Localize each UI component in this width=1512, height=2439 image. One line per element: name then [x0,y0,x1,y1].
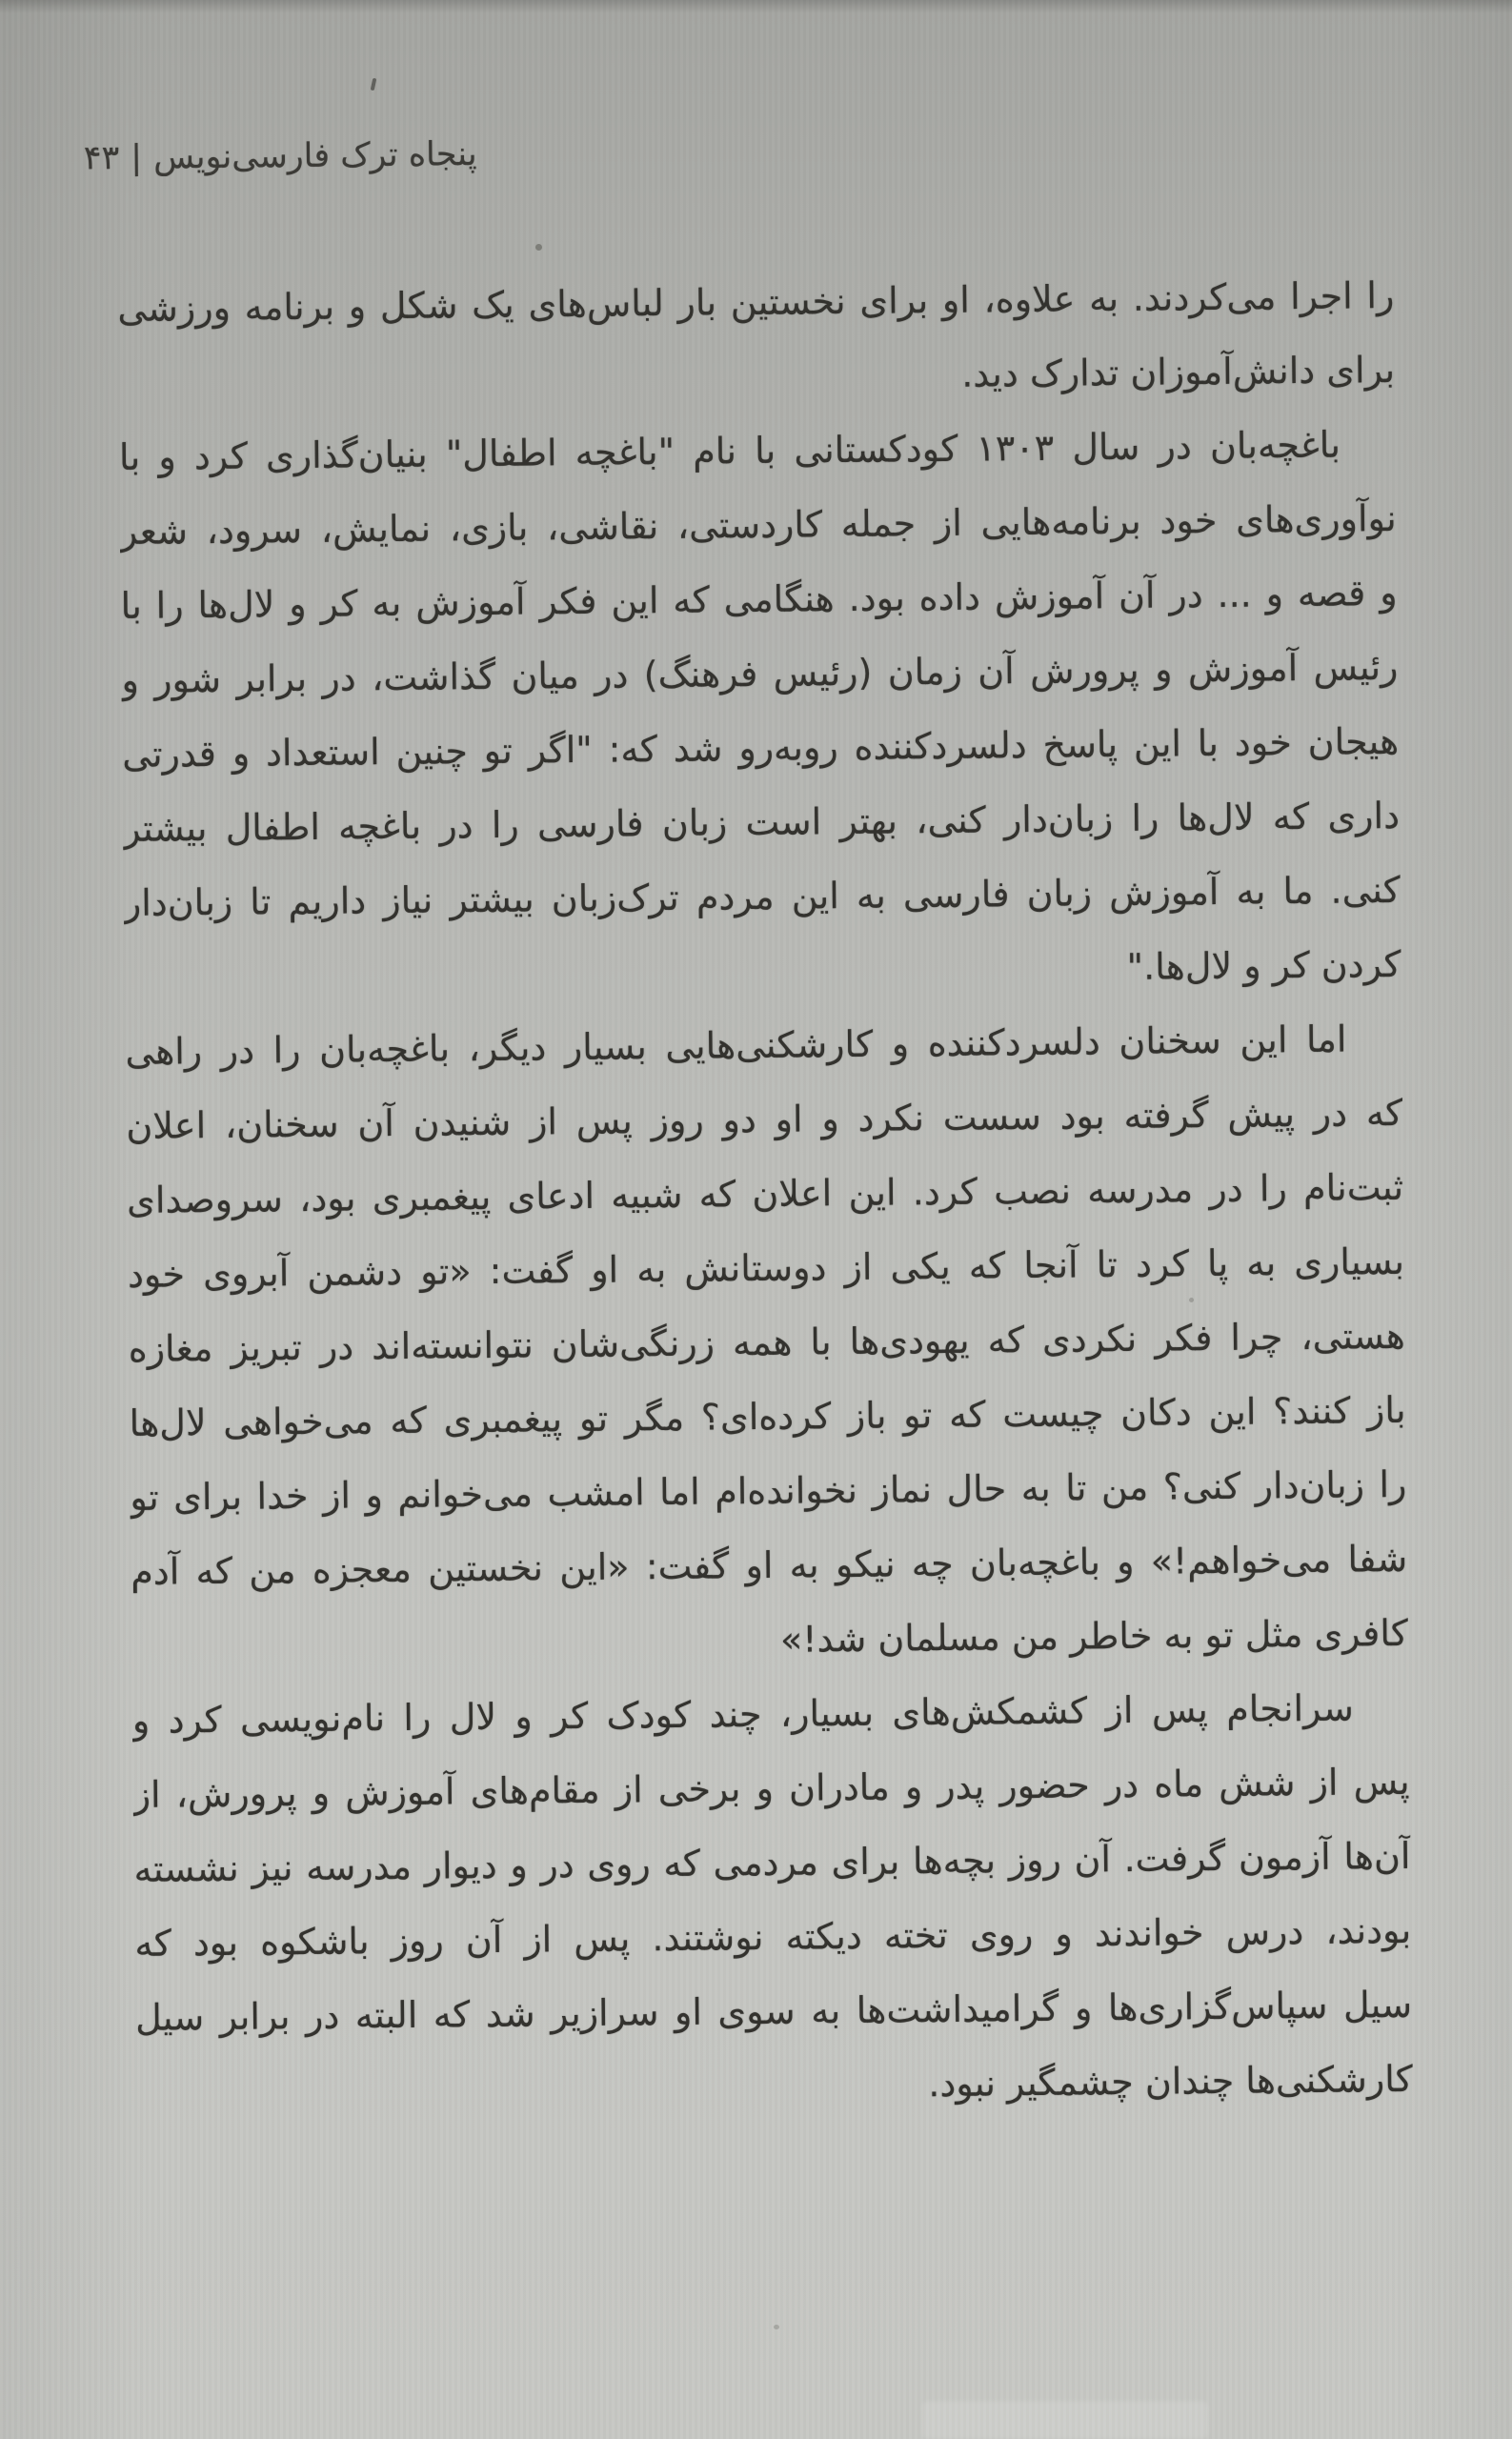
text-line: سیل سپاس‌گزاری‌ها و گرامیداشت‌ها به سوی او سرازیر شد که البته در برابر سیل [134,1983,1413,2039]
text-line: هیجان خود با این پاسخ دلسردکننده روبه‌رو شد که: "اگر تو چنین استعداد و قدرتی [122,719,1400,776]
running-head-separator: | [131,138,143,177]
text-line: رئیس آموزش و پرورش آن زمان (رئیس فرهنگ) در میان گذاشت، در برابر شور و [121,645,1399,702]
text-line: که در پیش گرفته بود سست نکرد و او دو روز پس از شنیدن آن سخنان، اعلان [126,1091,1403,1147]
body-text-block [117,258,1413,2129]
text-line: باغچه‌بان در سال ۱۳۰۳ کودکستانی با نام "باغچه اطفال" بنیان‌گذاری کرد و با [118,423,1341,479]
text-line: را اجرا می‌کردند. به علاوه، او برای نخستین بار لباس‌های یک شکل و برنامه ورزشی [117,274,1395,331]
text-line: نوآوری‌های خود برنامه‌هایی از جمله کاردستی، نقاشی، بازی، نمایش، سرود، شعر [119,496,1397,554]
text-line: کنی. ما به آموزش زبان فارسی به این مردم ترک‌زبان بیشتر نیاز داریم تا زبان‌دار [123,868,1401,924]
text-line: ثبت‌نام را در مدرسه نصب کرد. این اعلان که شبیه ادعای پیغمبری بود، سروصدای [126,1165,1404,1221]
text-line: شفا می‌خواهم!» و باغچه‌بان چه نیکو به او گفت: «این نخستین معجزه من که آدم [131,1537,1408,1593]
text-line: پس از شش ماه در حضور پدر و مادران و برخی از مقام‌های آموزش و پرورش، از [132,1760,1410,1816]
text-line: و قصه و ... در آن آموزش داده بود. هنگامی که این فکر آموزش به کر و لال‌ها را با [120,571,1398,628]
text-line: کارشکنی‌ها چندان چشمگیر نبود. [928,2057,1414,2106]
text-line: کردن کر و لال‌ها." [1126,942,1401,988]
text-line: کافری مثل تو به خاطر من مسلمان شد!» [779,1611,1409,1661]
text-line: بودند، درس خواندند و روی تخته دیکته نوشتند. پس از آن روز باشکوه بود که [134,1908,1412,1965]
text-line: بسیاری به پا کرد تا آنجا که یکی از دوستانش به او گفت: «تو دشمن آبروی خود [127,1240,1405,1296]
text-line: داری که لال‌ها را زبان‌دار کنی، بهتر است زبان فارسی را در باغچه اطفال بیشتر [122,794,1401,851]
text-line: اما این سخنان دلسردکننده و کارشکنی‌هایی بسیار دیگر، باغچه‌بان را در راهی [125,1018,1347,1073]
text-line: را زبان‌دار کنی؟ من تا به حال نماز نخوانده‌ام اما امشب می‌خوانم و از خدا برای تو [130,1462,1407,1519]
page-number: ۴۳ [83,139,120,178]
scan-light-patch [922,2401,1208,2439]
text-line: هستی، چرا فکر نکردی که یهودی‌ها با همه زرنگی‌شان نتوانسته‌اند در تبریز مغازه [128,1314,1405,1370]
text-line: آن‌ها آزمون گرفت. آن روز بچه‌ها برای مردمی که روی در و دیوار مدرسه نیز نشسته [133,1834,1411,1890]
text-line: برای دانش‌آموزان تدارک دید. [960,349,1396,395]
running-head-title: پنجاه ترک فارسی‌نویس [152,135,477,177]
running-head [83,121,477,191]
text-line: باز کنند؟ این دکان چیست که تو باز کرده‌ای؟ مگر تو پیغمبری که می‌خواهی لال‌ها [129,1388,1406,1444]
text-line: سرانجام پس از کشمکش‌های بسیار، چند کودک کر و لال را نام‌نویسی کرد و [131,1686,1355,1742]
